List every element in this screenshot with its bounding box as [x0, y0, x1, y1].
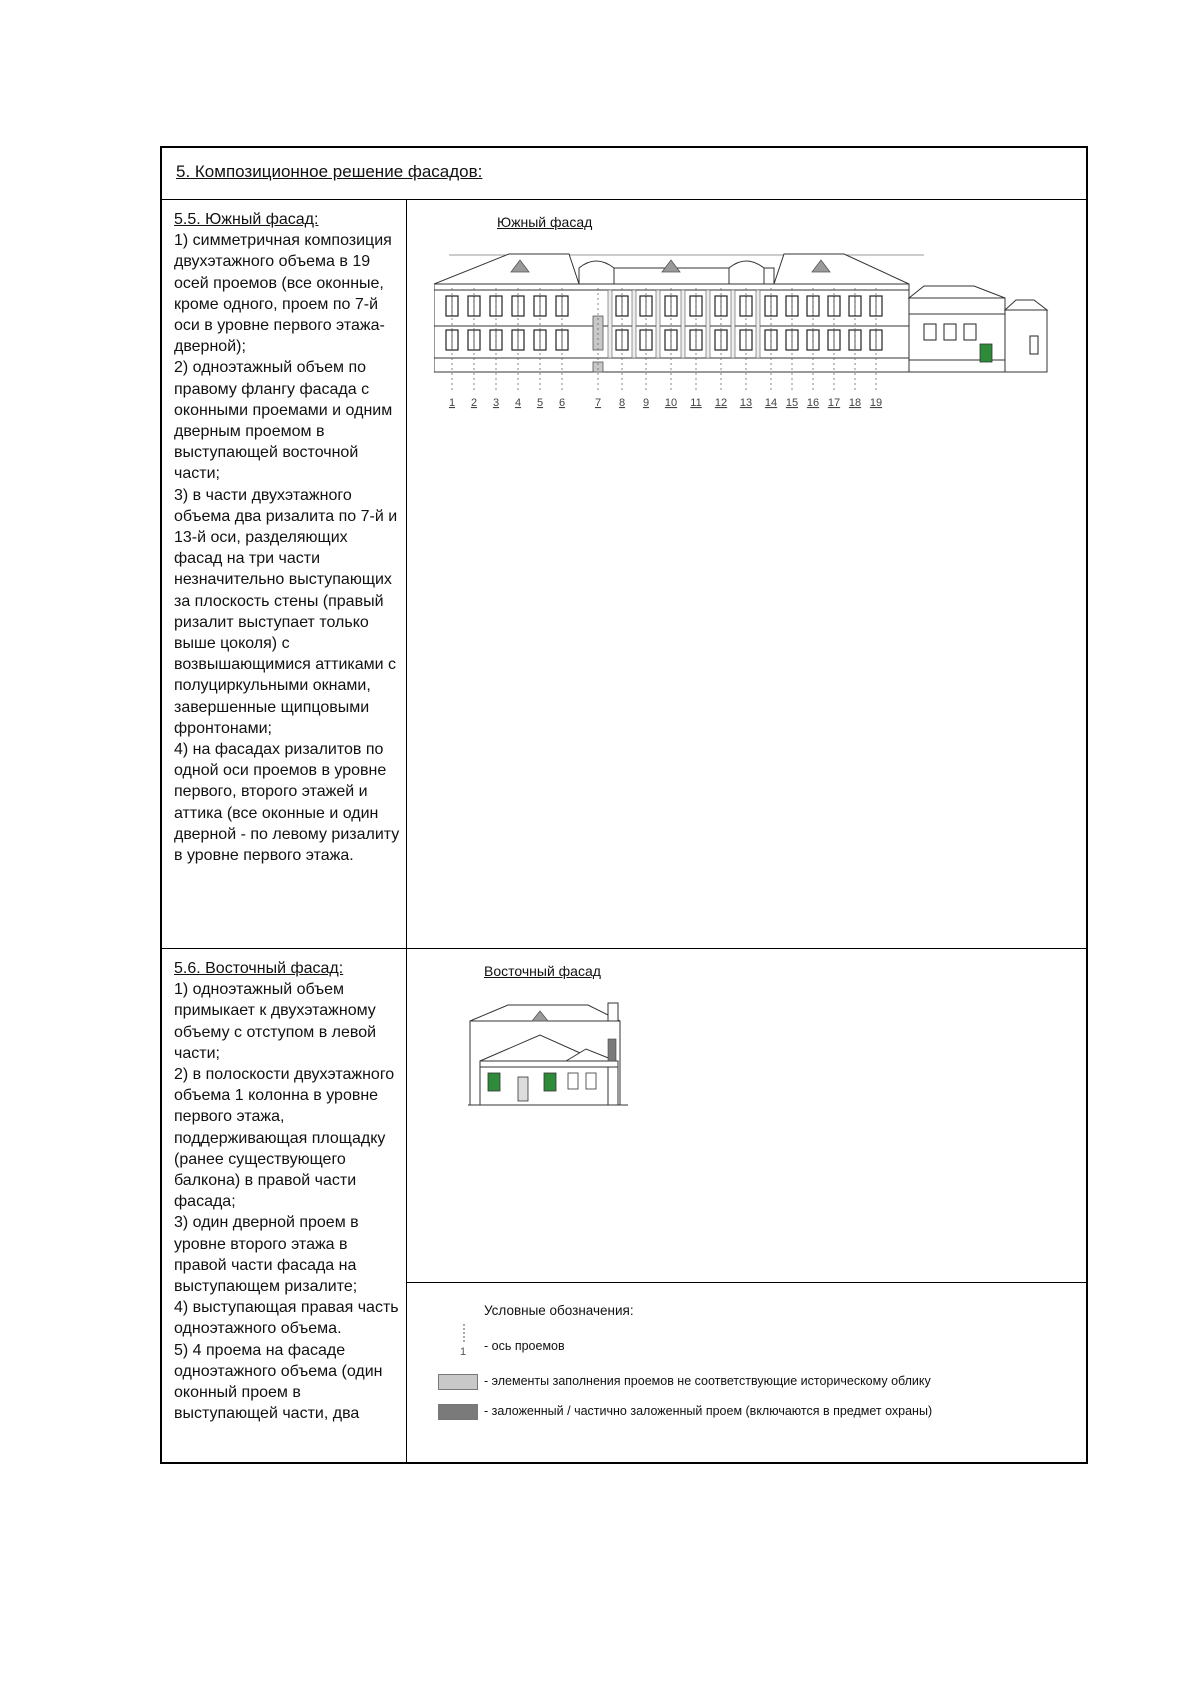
legend-swatch-dark-grey [438, 1404, 478, 1420]
legend-blocked-label: - заложенный / частично заложенный проем (включаются в предмет охраны) [484, 1404, 933, 1418]
blocked-opening [608, 1039, 616, 1061]
east-facade-figure-title: Восточный фасад [484, 963, 601, 979]
legend-swatch-light-grey [438, 1374, 478, 1390]
pilaster [681, 290, 685, 358]
legend-axis-label: - ось проемов [484, 1339, 565, 1353]
east-window-2 [544, 1073, 556, 1091]
pilaster [656, 290, 660, 358]
facade-description-table [160, 146, 1088, 1464]
south-axis-label: 2 [470, 397, 478, 409]
east-paragraph-5: 5) 4 проема на фасаде одноэтажного объема (один оконный проем в выступающей части, два [174, 1341, 383, 1423]
legend-nonhistoric-label: - элементы заполнения проемов не соответствующие историческому облику [484, 1374, 931, 1388]
east-paragraph-3: 3) один дверной проем в уровне второго этажа в правой части фасада на выступающем ризалите; [174, 1214, 359, 1296]
pilaster [632, 290, 636, 358]
pilaster [731, 290, 735, 358]
south-paragraph-2: 2) одноэтажный объем по правому флангу фасада с оконными проемами и одним дверным проемом в выступающей восточной части; [174, 359, 393, 483]
south-axis-label: 8 [618, 397, 626, 409]
south-axis-label: 14 [764, 397, 778, 409]
south-axis-label: 6 [558, 397, 566, 409]
south-facade-row [162, 200, 1086, 949]
east-facade-subtitle: 5.6. Восточный фасад: [174, 960, 344, 977]
east-facade-drawing [468, 999, 638, 1119]
east-paragraph-4: 4) выступающая правая часть одноэтажного объема. [174, 1299, 399, 1338]
south-axis-label: 13 [739, 397, 753, 409]
pilaster [756, 290, 760, 358]
south-axis-label: 5 [536, 397, 544, 409]
south-axis-label: 15 [785, 397, 799, 409]
south-axis-label: 1 [448, 397, 456, 409]
east-wing-window [1030, 336, 1038, 354]
svg-text:1: 1 [460, 1346, 467, 1358]
south-axis-label: 7 [594, 397, 602, 409]
legend-divider [406, 1282, 1086, 1283]
pilaster [608, 290, 612, 358]
south-axis-label: 12 [714, 397, 728, 409]
south-facade-figure-title: Южный фасад [497, 214, 593, 230]
legend-title: Условные обозначения: [484, 1303, 634, 1318]
table-header-row [162, 148, 1086, 200]
south-axis-label: 11 [690, 397, 702, 409]
south-axis-label: 19 [869, 397, 883, 409]
south-facade-drawing [434, 240, 1074, 410]
east-wing-door [980, 344, 992, 362]
east-wing-window [924, 324, 936, 340]
south-axis-label: 16 [806, 397, 820, 409]
south-facade-subtitle: 5.5. Южный фасад: [174, 211, 319, 228]
column-divider [406, 949, 407, 1464]
east-facade-text [174, 958, 400, 1424]
south-axis-label: 3 [492, 397, 500, 409]
east-window-3 [568, 1073, 578, 1089]
pilaster [706, 290, 710, 358]
south-paragraph-3: 3) в части двухэтажного объема два ризалита по 7-й и 13-й оси, разделяющих фасад на три части незначительно выступающих за плоскость стены (правый ризалит выступает только выше цоколя) с возвышающимися аттиками с полуциркульными окнами, завершенные щипцовыми фронтонами; [174, 486, 398, 737]
east-window-1 [488, 1073, 500, 1091]
south-facade-text [174, 209, 400, 866]
east-window-4 [586, 1073, 596, 1089]
south-axis-label: 10 [664, 397, 678, 409]
east-paragraph-1: 1) одноэтажный объем примыкает к двухэтажному объему с отступом в левой части; [174, 981, 377, 1062]
column-divider [406, 200, 407, 949]
east-wing-window [964, 324, 976, 340]
south-axis-label: 17 [827, 397, 841, 409]
east-wing-window [944, 324, 956, 340]
south-axis-label: 4 [514, 397, 522, 409]
south-axis-label: 9 [642, 397, 650, 409]
section-heading: 5. Композиционное решение фасадов: [176, 162, 483, 181]
axis-symbol-icon [452, 1324, 476, 1358]
east-paragraph-2: 2) в полоскости двухэтажного объема 1 колонна в уровне первого этажа, поддерживающая площадку (ранее существующего балкона) в правой части фасада; [174, 1066, 395, 1211]
south-paragraph-4: 4) на фасадах ризалитов по одной оси проемов в уровне первого, второго этажей и аттика (все оконные и один дверной - по левому ризалиту в уровне первого этажа. [174, 741, 400, 865]
east-door [518, 1077, 528, 1101]
south-axis-label: 18 [848, 397, 862, 409]
south-paragraph-1: 1) симметричная композиция двухэтажного объема в 19 осей проемов (все оконные, кроме одного, проем по 7-й оси в уровне первого этажа-дверной); [174, 232, 392, 356]
east-facade-row [162, 949, 1086, 1464]
